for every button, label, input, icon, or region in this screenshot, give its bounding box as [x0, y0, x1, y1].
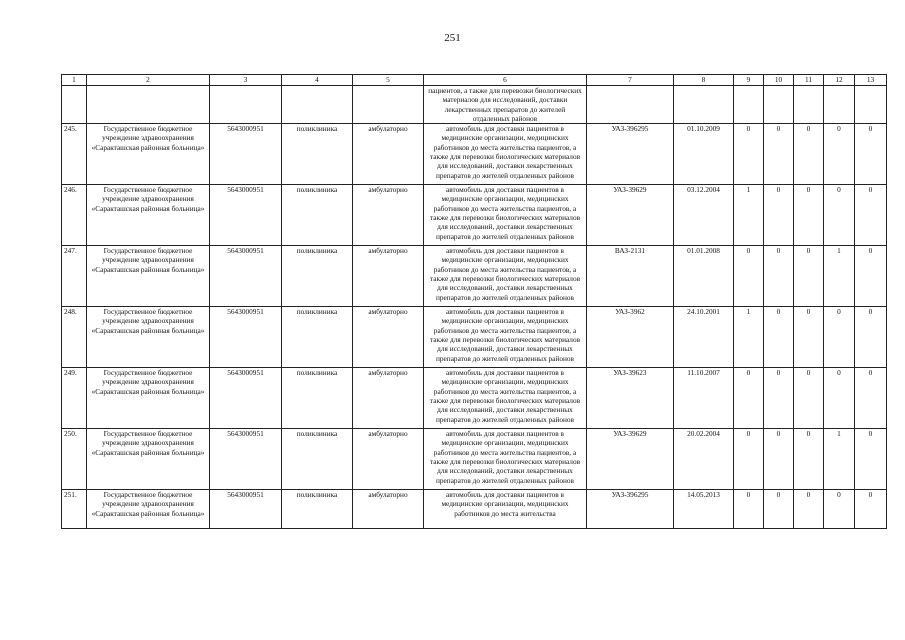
count-col-12: 0 [824, 490, 855, 529]
unit-type: поликлиника [282, 490, 353, 529]
column-number: 5 [353, 75, 424, 86]
table-row [62, 246, 887, 307]
count-col-9: 0 [734, 124, 764, 185]
column-number: 12 [824, 75, 855, 86]
manufacture-date: 20.02.2004 [674, 429, 734, 490]
institution-name: Государственное бюджетное учреждение здравоохранения «Саракташская районная больница» [87, 307, 210, 368]
count-col-12: 0 [824, 307, 855, 368]
inn-code: 5643000951 [210, 185, 282, 246]
care-condition: амбулаторно [353, 368, 424, 429]
count-col-11: 0 [794, 246, 824, 307]
care-condition: амбулаторно [353, 429, 424, 490]
unit-type: поликлиника [282, 185, 353, 246]
count-col-13: 0 [855, 429, 887, 490]
vehicle-model: УАЗ-39629 [587, 185, 674, 246]
vehicle-purpose-cell: пациентов, а также для перевозки биологических материалов для исследований, доставки лекарственных препаратов до жителей отдаленных районов [424, 86, 587, 124]
count-col-10: 0 [764, 185, 794, 246]
count-col-13: 0 [855, 246, 887, 307]
vehicle-purpose-cell: автомобиль для доставки пациентов в медицинские организации, медицинских работников до места жительства пациентов, а также для перевозки биологических материалов для исследований, доставки лекарственных препаратов до жителей отдаленных районов [424, 368, 587, 429]
institution-name: Государственное бюджетное учреждение здравоохранения «Саракташская районная больница» [87, 185, 210, 246]
row-number: 248. [62, 307, 87, 368]
vehicle-purpose-cell: автомобиль для доставки пациентов в медицинские организации, медицинских работников до места жительства пациентов, а также для перевозки биологических материалов для исследований, доставки лекарственных препаратов до жителей отдаленных районов [424, 124, 587, 185]
unit-type: поликлиника [282, 368, 353, 429]
count-col-11: 0 [794, 185, 824, 246]
vehicle-purpose-cell: автомобиль для доставки пациентов в медицинские организации, медицинских работников до места жительства [424, 490, 587, 529]
count-col-9: 0 [734, 429, 764, 490]
inn-code: 5643000951 [210, 429, 282, 490]
vehicle-model: УАЗ-39623 [587, 368, 674, 429]
unit-type: поликлиника [282, 124, 353, 185]
column-number: 11 [794, 75, 824, 86]
inn-code: 5643000951 [210, 246, 282, 307]
column-number: 13 [855, 75, 887, 86]
page-number: 251 [444, 32, 461, 44]
inn-code: 5643000951 [210, 124, 282, 185]
column-number: 9 [734, 75, 764, 86]
column-number: 6 [424, 75, 587, 86]
vehicle-model: УАЗ-39629 [587, 429, 674, 490]
care-condition: амбулаторно [353, 246, 424, 307]
table-row [62, 124, 887, 185]
count-col-12: 0 [824, 124, 855, 185]
manufacture-date: 03.12.2004 [674, 185, 734, 246]
row-number: 251. [62, 490, 87, 529]
count-col-11: 0 [794, 490, 824, 529]
row-number: 245. [62, 124, 87, 185]
inn-code: 5643000951 [210, 368, 282, 429]
unit-type: поликлиника [282, 429, 353, 490]
institution-name: Государственное бюджетное учреждение здравоохранения «Саракташская районная больница» [87, 368, 210, 429]
vehicle-model: УАЗ-396295 [587, 124, 674, 185]
count-col-10: 0 [764, 246, 794, 307]
row-number: 250. [62, 429, 87, 490]
count-col-9: 0 [734, 490, 764, 529]
care-condition: амбулаторно [353, 185, 424, 246]
manufacture-date: 11.10.2007 [674, 368, 734, 429]
count-col-10: 0 [764, 124, 794, 185]
institution-name: Государственное бюджетное учреждение здравоохранения «Саракташская районная больница» [87, 124, 210, 185]
vehicle-model: УАЗ-396295 [587, 490, 674, 529]
count-col-12: 1 [824, 429, 855, 490]
table-row [62, 490, 887, 529]
count-col-13: 0 [855, 368, 887, 429]
table-row [62, 429, 887, 490]
count-col-10: 0 [764, 490, 794, 529]
institution-name: Государственное бюджетное учреждение здравоохранения «Саракташская районная больница» [87, 429, 210, 490]
count-col-11: 0 [794, 429, 824, 490]
count-col-9: 1 [734, 307, 764, 368]
manufacture-date: 01.10.2009 [674, 124, 734, 185]
count-col-13: 0 [855, 307, 887, 368]
column-number-row [62, 75, 887, 86]
count-col-13: 0 [855, 490, 887, 529]
vehicle-model: ВАЗ-2131 [587, 246, 674, 307]
institution-name: Государственное бюджетное учреждение здравоохранения «Саракташская районная больница» [87, 490, 210, 529]
count-col-10: 0 [764, 368, 794, 429]
row-number: 247. [62, 246, 87, 307]
table-row [62, 368, 887, 429]
column-number: 8 [674, 75, 734, 86]
count-col-12: 0 [824, 368, 855, 429]
manufacture-date: 01.01.2008 [674, 246, 734, 307]
count-col-9: 1 [734, 185, 764, 246]
unit-type: поликлиника [282, 307, 353, 368]
column-number: 3 [210, 75, 282, 86]
count-col-9: 0 [734, 246, 764, 307]
count-col-13: 0 [855, 124, 887, 185]
vehicle-purpose-cell: автомобиль для доставки пациентов в медицинские организации, медицинских работников до места жительства пациентов, а также для перевозки биологических материалов для исследований, доставки лекарственных препаратов до жителей отдаленных районов [424, 246, 587, 307]
vehicle-purpose-cell: автомобиль для доставки пациентов в медицинские организации, медицинских работников до места жительства пациентов, а также для перевозки биологических материалов для исследований, доставки лекарственных препаратов до жителей отдаленных районов [424, 185, 587, 246]
count-col-10: 0 [764, 429, 794, 490]
count-col-12: 1 [824, 246, 855, 307]
count-col-13: 0 [855, 185, 887, 246]
count-col-11: 0 [794, 124, 824, 185]
institution-name: Государственное бюджетное учреждение здравоохранения «Саракташская районная больница» [87, 246, 210, 307]
inn-code: 5643000951 [210, 490, 282, 529]
column-number: 7 [587, 75, 674, 86]
care-condition: амбулаторно [353, 490, 424, 529]
vehicle-registry-table [61, 74, 887, 529]
continuation-row [62, 86, 887, 124]
row-number: 249. [62, 368, 87, 429]
table-row [62, 307, 887, 368]
unit-type: поликлиника [282, 246, 353, 307]
count-col-10: 0 [764, 307, 794, 368]
row-number: 246. [62, 185, 87, 246]
care-condition: амбулаторно [353, 124, 424, 185]
count-col-9: 0 [734, 368, 764, 429]
column-number: 2 [87, 75, 210, 86]
vehicle-model: УАЗ-3962 [587, 307, 674, 368]
count-col-11: 0 [794, 368, 824, 429]
column-number: 1 [62, 75, 87, 86]
count-col-11: 0 [794, 307, 824, 368]
column-number: 10 [764, 75, 794, 86]
count-col-12: 0 [824, 185, 855, 246]
inn-code: 5643000951 [210, 307, 282, 368]
care-condition: амбулаторно [353, 307, 424, 368]
table-row [62, 185, 887, 246]
vehicle-purpose-cell: автомобиль для доставки пациентов в медицинские организации, медицинских работников до места жительства пациентов, а также для перевозки биологических материалов для исследований, доставки лекарственных препаратов до жителей отдаленных районов [424, 429, 587, 490]
manufacture-date: 24.10.2001 [674, 307, 734, 368]
column-number: 4 [282, 75, 353, 86]
vehicle-purpose-cell: автомобиль для доставки пациентов в медицинские организации, медицинских работников до места жительства пациентов, а также для перевозки биологических материалов для исследований, доставки лекарственных препаратов до жителей отдаленных районов [424, 307, 587, 368]
manufacture-date: 14.05.2013 [674, 490, 734, 529]
